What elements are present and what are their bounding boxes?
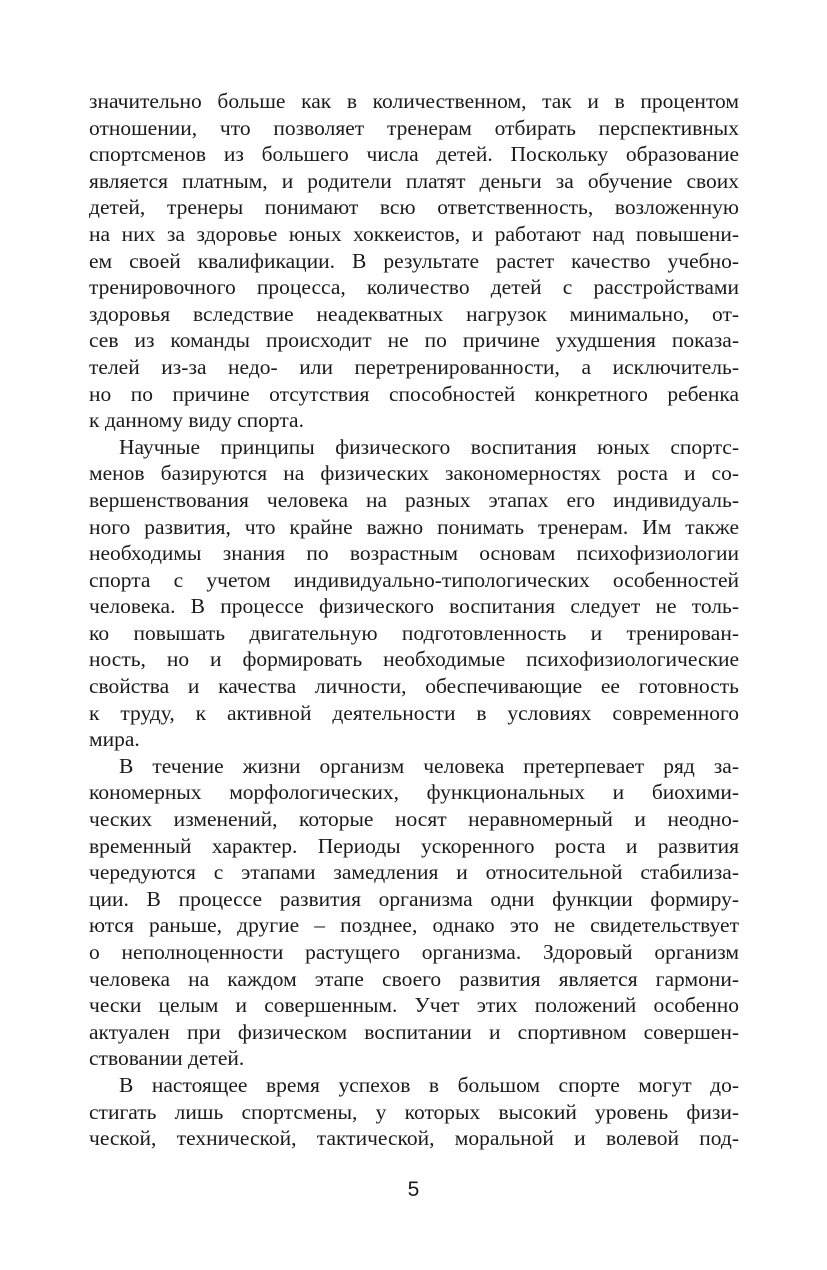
text-line: кономерных морфологических, функциональных и биохими- [89,780,739,805]
paragraph [89,88,739,434]
text-line: свойства и качества личности, обеспечивающие ее готовность [89,674,739,699]
text-line: Научные принципы физического воспитания юных спортс- [119,434,739,459]
text-line: на них за здоровье юных хоккеистов, и работают над повышени- [89,221,739,246]
text-line: ческой, технической, тактической, моральной и волевой под- [89,1126,739,1151]
text-line: В настоящее время успехов в большом спорте могут до- [119,1072,739,1097]
text-line: человека. В процессе физического воспитания следует не толь- [89,594,739,619]
text-line: ко повышать двигательную подготовленность и тренирован- [89,620,739,645]
text-line: спорта с учетом индивидуально-типологических особенностей [89,567,739,592]
text-line: мира. [89,727,140,752]
text-line: является платным, и родители платят деньги за обучение своих [89,168,739,193]
text-line: чередуются с этапами замедления и относительной стабилиза- [89,860,739,885]
text-line: чески целым и совершенным. Учет этих положений особенно [89,993,739,1018]
text-line: необходимы знания по возрастным основам психофизиологии [89,541,739,566]
text-line: актуален при физическом воспитании и спортивном совершен- [89,1019,739,1044]
text-line: стигать лишь спортсмены, у которых высокий уровень физи- [89,1099,739,1124]
text-line: здоровья вследствие неадекватных нагрузок минимально, от- [89,301,739,326]
text-line: человека на каждом этапе своего развития является гармони- [89,966,739,991]
paragraph [89,1072,739,1152]
text-line: ствовании детей. [89,1046,245,1071]
text-line: ческих изменений, которые носят неравномерный и неодно- [89,807,739,832]
text-line: временный характер. Периоды ускоренного роста и развития [89,833,739,858]
paragraph [89,434,739,753]
text-line: телей из-за недо- или перетренированности, а исключитель- [89,354,739,379]
text-line: менов базируются на физических закономерностях роста и со- [89,461,739,486]
text-line: ем своей квалификации. В результате растет качество учебно- [89,248,739,273]
text-line: сев из команды происходит не по причине ухудшения показа- [89,328,739,353]
body-text [89,88,739,1152]
paragraph [89,753,739,1072]
page-number: 5 [407,1178,420,1201]
text-line: детей, тренеры понимают всю ответственность, возложенную [89,195,739,220]
text-line: отношении, что позволяет тренерам отбирать перспективных [89,115,739,140]
text-line: ного развития, что крайне важно понимать тренерам. Им также [89,514,739,539]
text-line: В течение жизни организм человека претерпевает ряд за- [119,753,739,778]
text-line: тренировочного процесса, количество детей с расстройствами [89,275,739,300]
text-line: спортсменов из большего числа детей. Поскольку образование [89,142,739,167]
text-line: вершенствования человека на разных этапах его индивидуаль- [89,487,739,512]
text-line: к труду, к активной деятельности в условиях современного [89,700,739,725]
text-line: ции. В процессе развития организма одни функции формиру- [89,886,739,911]
text-line: ются раньше, другие – позднее, однако это не свидетельствует [89,913,739,938]
text-line: значительно больше как в количественном, так и в процентом [89,89,739,113]
text-line: о неполноценности растущего организма. Здоровый организм [89,940,739,964]
text-line: но по причине отсутствия способностей конкретного ребенка [89,381,739,406]
text-line: ность, но и формировать необходимые психофизиологические [89,647,739,672]
text-line: к данному виду спорта. [89,408,304,433]
